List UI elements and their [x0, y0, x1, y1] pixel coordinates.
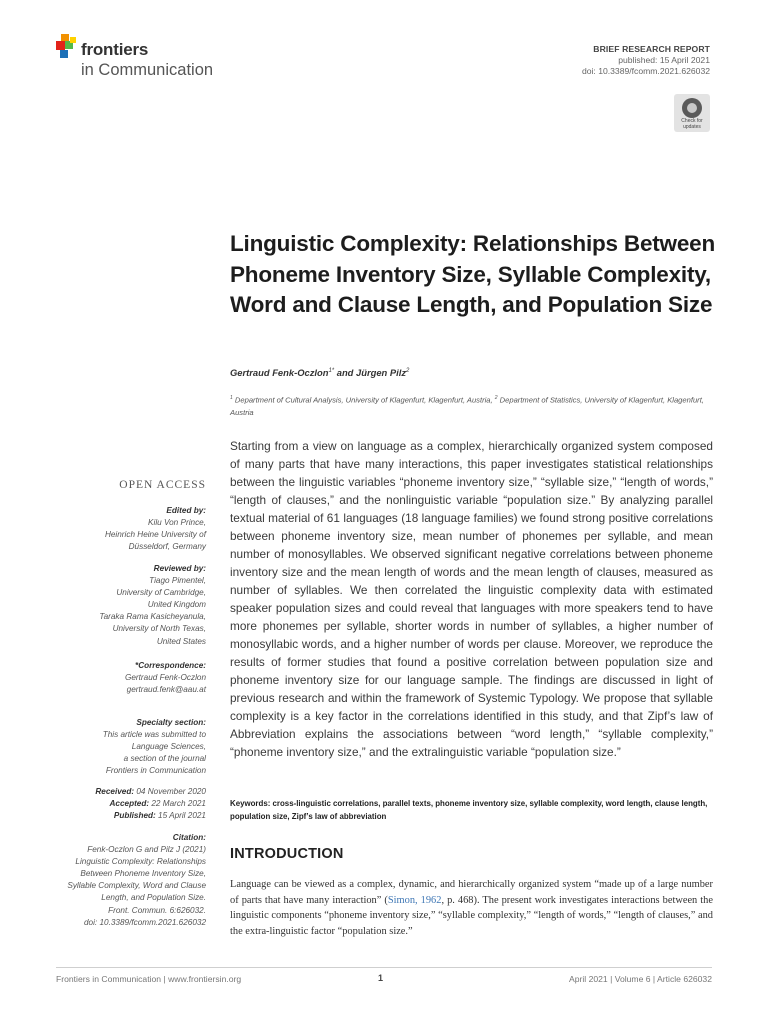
- reviewer-line: University of North Texas,: [112, 624, 206, 634]
- footer-divider: [56, 967, 712, 968]
- author-marks: 2: [406, 367, 410, 374]
- footer-issue-info: April 2021 | Volume 6 | Article 626032: [568, 974, 712, 984]
- open-access-label: OPEN ACCESS: [119, 479, 206, 491]
- editor-line: Düsseldorf, Germany: [128, 542, 206, 552]
- section-heading-introduction: INTRODUCTION: [230, 846, 344, 862]
- keywords: Keywords: cross-linguistic correlations, parallel texts, phoneme inventory size, syllable complexity, word length, clause length, population size, Zipf’s law of abbreviation: [230, 799, 708, 821]
- article-doi[interactable]: doi: 10.3389/fcomm.2021.626032: [581, 66, 710, 76]
- citation-section: Citation: Fenk-Oczlon G and Pilz J (2021) Linguistic Complexity: Relationships Between Phoneme Inventory Size, Syllable Complexity, Word and Clause Length, and Population Size. Front. Commun. 6:626032. doi: 10.3389/fcomm.2021.626032: [56, 832, 206, 929]
- check-updates-label: Check for updates: [681, 118, 703, 130]
- frontiers-logo-icon: [56, 34, 78, 60]
- published-date: published: 15 April 2021: [618, 55, 710, 65]
- reviewed-by-section: Reviewed by: Tiago Pimentel, University of Cambridge, United Kingdom Taraka Rama Kasicheyanula, University of North Texas, United States: [56, 563, 206, 648]
- affiliations: $^1$ Department of Cultural Analysis, University of Klagenfurt, Klagenfurt, Austria, $^2$ Department of Statistics, University of Klagenfurt, Klagenfurt, Austria: [230, 395, 704, 417]
- journal-logo: [56, 34, 256, 84]
- reviewer-line: University of Cambridge,: [116, 588, 206, 598]
- page-number: 1: [378, 973, 384, 983]
- logo-journal-name: in Communication: [81, 61, 214, 79]
- author-list: Gertraud Fenk-Oczlon$^{1*}$ and Jürgen Pilz$^2$: [230, 367, 410, 378]
- editor-line: Heinrich Heine University of: [104, 530, 206, 540]
- editor-line: Kilu Von Prince,: [148, 518, 206, 528]
- article-meta: [582, 44, 710, 77]
- logo-wordmark: frontiers: [81, 40, 149, 59]
- abstract: Starting from a view on language as a complex, hierarchically organized system composed of many parts that have many interactions, this paper investigates statistical relationships between the linguistic variables “phoneme inventory size,” “syllable size,” “length of words,” “length of clauses,” and the nonlinguistic variable “population size.” By analyzing parallel textual material of 61 languages (18 language families) we found strong positive correlations between phoneme inventory size, mean number of phonemes per syllable, and mean number of monosyllables. We observed significant negative correlations between phoneme inventory size and the mean length of words and the mean length of clauses, measured as number of syllables. We then correlated the linguistic complexity data with estimated speaker population sizes and could reveal that languages with more speakers tend to have more phonemes per syllable, shorter words in number of syllables, a higher number of monosyllabic words, and a higher number of words per clause. Moreover, we reproduce the results of former studies that found a positive correlation between population size and phoneme inventory size for our language sample. The findings are discussed in light of previous research and within the framework of Systemic Typology. We propose that syllable complexity is a key factor in the correlations identified in this study, and that Zipf’s law of Abbreviation explains the associations between “word length,” “syllable complexity,” “phoneme inventory size,” and the extralinguistic variable “population size.”: [230, 439, 713, 759]
- citation-link[interactable]: Simon, 1962: [387, 894, 442, 906]
- article-type: BRIEF RESEARCH REPORT: [593, 44, 710, 54]
- reviewer-line: Tiago Pimentel,: [149, 576, 206, 586]
- edited-by-section: Edited by: Kilu Von Prince, Heinrich Heine University of Düsseldorf, Germany: [56, 505, 206, 553]
- check-for-updates-button[interactable]: [674, 94, 710, 132]
- author-link[interactable]: Jürgen Pilz: [356, 367, 407, 378]
- correspondence-email-link[interactable]: gertraud.fenk@aau.at: [126, 685, 206, 695]
- author-link[interactable]: Gertraud Fenk-Oczlon: [230, 367, 329, 378]
- correspondence-section: *Correspondence: Gertraud Fenk-Oczlon gertraud.fenk@aau.at: [56, 660, 206, 696]
- dates-section: Received: 04 November 2020 Accepted: 22 March 2021 Published: 15 April 2021: [95, 787, 206, 821]
- reviewer-line: United States: [156, 636, 206, 646]
- introduction-paragraph: Language can be viewed as a complex, dynamic, and hierarchically organized system “made up of a large number of parts that have many interaction” (Simon, 1962, p. 468). The present work investigates interactions between the linguistic components “phoneme inventory size,” “syllable complexity,” “length of words,” “length of clauses,” and the extra-linguistic factor “population size.”: [230, 879, 713, 937]
- citation-doi-link[interactable]: doi: 10.3389/fcomm.2021.626032: [84, 917, 206, 927]
- footer-journal-link[interactable]: Frontiers in Communication | www.frontiersin.org: [56, 974, 242, 984]
- author-marks: 1*: [328, 367, 335, 374]
- reviewer-line: Taraka Rama Kasicheyanula,: [99, 612, 206, 622]
- reviewer-line: United Kingdom: [147, 600, 206, 610]
- specialty-section: Specialty section: This article was submitted to Language Sciences, a section of the journal Frontiers in Communication: [102, 718, 206, 776]
- check-updates-icon: [682, 98, 702, 118]
- article-title: Linguistic Complexity: Relationships Between Phoneme Inventory Size, Syllable Complexity, Word and Clause Length, and Population Size: [230, 231, 716, 317]
